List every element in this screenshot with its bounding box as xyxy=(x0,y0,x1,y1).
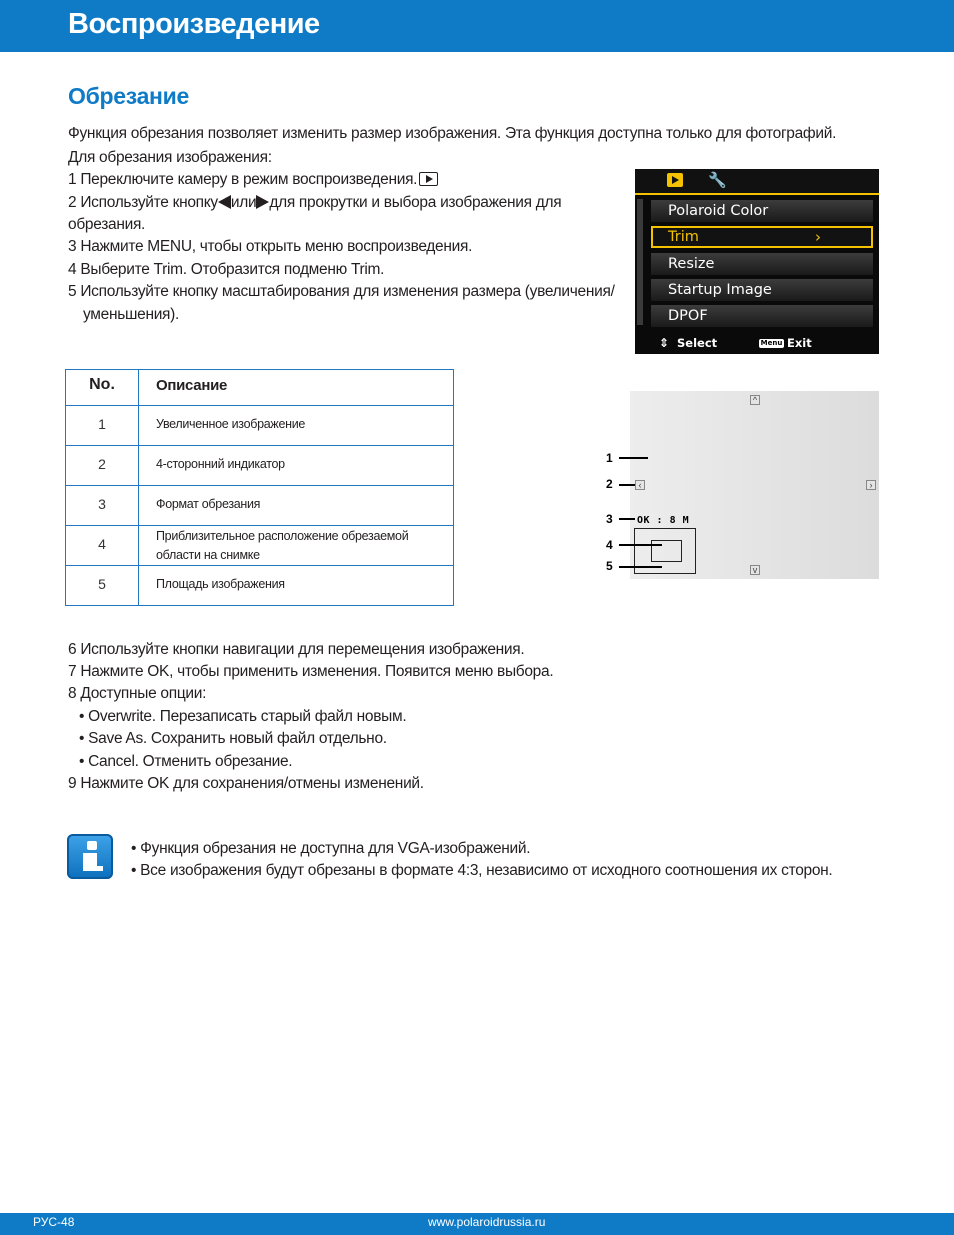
footer-url: www.polaroidrussia.ru xyxy=(428,1215,546,1229)
left-arrow-icon xyxy=(218,195,231,209)
down-arrow-icon: v xyxy=(750,565,760,575)
step-2-cont: обрезания. xyxy=(68,216,146,233)
row-no: 4 xyxy=(98,536,106,552)
menu-scrollbar xyxy=(637,199,643,325)
option-save-as: • Save As. Сохранить новый файл отдельно. xyxy=(79,730,387,747)
row-desc-line-1: Приблизительное расположение обрезаемой xyxy=(156,529,409,543)
callout-4-line xyxy=(619,544,662,546)
callout-4: 4 xyxy=(606,538,613,552)
table-row xyxy=(66,445,453,486)
description-table xyxy=(65,369,454,606)
table-row xyxy=(66,405,453,446)
step-5: 5 Используйте кнопку масштабирования для изменения размера (увеличения/ xyxy=(68,283,615,300)
crop-format: OK : 8 M xyxy=(637,515,690,526)
info-icon xyxy=(67,834,113,879)
left-indicator-icon: ‹ xyxy=(635,480,645,490)
tab-underline xyxy=(635,193,879,195)
table-row xyxy=(66,525,453,566)
camera-menu-footer xyxy=(635,333,879,354)
option-overwrite: • Overwrite. Перезаписать старый файл новым. xyxy=(79,708,407,725)
right-indicator-icon: › xyxy=(866,480,876,490)
row-no: 1 xyxy=(98,416,106,432)
table-header-row xyxy=(66,370,453,405)
playback-tab-icon xyxy=(667,173,683,187)
step-2-text-b: или xyxy=(230,194,257,211)
camera-menu-screenshot xyxy=(635,169,879,354)
camera-menu-tabs xyxy=(635,169,879,193)
step-9: 9 Нажмите OK для сохранения/отмены изменений. xyxy=(68,775,424,792)
row-desc: Площадь изображения xyxy=(156,577,285,591)
header-desc: Описание xyxy=(156,377,228,394)
step-7: 7 Нажмите OK, чтобы применить изменения. Появится меню выбора. xyxy=(68,663,554,680)
row-no: 5 xyxy=(98,576,106,592)
page-number: РУС-48 xyxy=(33,1215,75,1229)
row-no: 3 xyxy=(98,496,106,512)
right-arrow-icon xyxy=(256,195,269,209)
table-row xyxy=(66,565,453,606)
step-3: 3 Нажмите MENU, чтобы открыть меню воспроизведения. xyxy=(68,238,473,255)
menu-item-resize[interactable]: Resize xyxy=(651,253,873,275)
step-8: 8 Доступные опции: xyxy=(68,685,207,702)
select-label: Select xyxy=(677,336,718,350)
callout-2: 2 xyxy=(606,477,613,491)
menu-item-startup-image[interactable]: Startup Image xyxy=(651,279,873,301)
note-1: • Функция обрезания не доступна для VGA-изображений. xyxy=(131,840,531,857)
row-desc-line-2: области на снимке xyxy=(156,548,260,562)
row-desc: Увеличенное изображение xyxy=(156,417,306,431)
header-bar xyxy=(0,0,954,52)
callout-5: 5 xyxy=(606,559,613,573)
callout-5-line xyxy=(619,566,662,568)
page-title: Воспроизведение xyxy=(68,8,320,40)
intro-line-1: Функция обрезания позволяет изменить размер изображения. Эта функция доступна только для фотографий. xyxy=(68,125,837,142)
step-2-text-c: для прокрутки и выбора изображения для xyxy=(269,194,562,211)
step-4: 4 Выберите Trim. Отобразится подменю Trim. xyxy=(68,261,385,278)
callout-1-line xyxy=(619,457,648,459)
row-desc: 4-сторонний индикатор xyxy=(156,457,285,471)
intro-line-2: Для обрезания изображения: xyxy=(68,149,272,166)
menu-item-dpof[interactable]: DPOF xyxy=(651,305,873,327)
step-6: 6 Используйте кнопки навигации для перемещения изображения. xyxy=(68,641,525,658)
header-no: No. xyxy=(89,376,115,393)
step-1-text: 1 Переключите камеру в режим воспроизведения. xyxy=(68,171,418,188)
table-row xyxy=(66,485,453,526)
wrench-icon: 🔧 xyxy=(708,171,727,189)
section-title: Обрезание xyxy=(68,83,189,109)
menu-button-icon: Menu xyxy=(760,339,783,347)
step-2 xyxy=(68,192,561,214)
menu-item-polaroid-color[interactable]: Polaroid Color xyxy=(651,200,873,222)
exit-label: Exit xyxy=(787,336,812,350)
menu-item-trim[interactable]: Trim › xyxy=(651,226,873,248)
step-2-text-a: 2 Используйте кнопку xyxy=(68,194,218,211)
callout-3-line xyxy=(619,518,635,520)
callout-3: 3 xyxy=(606,512,613,526)
callout-2-line xyxy=(619,484,635,486)
updown-icon: ⇕ xyxy=(659,336,670,350)
step-1 xyxy=(68,169,438,191)
note-2: • Все изображения будут обрезаны в формате 4:3, независимо от исходного соотношения их сторон. xyxy=(131,862,833,879)
option-cancel: • Cancel. Отменить обрезание. xyxy=(79,753,293,770)
crop-preview xyxy=(630,391,879,579)
row-desc: Формат обрезания xyxy=(156,497,261,511)
step-5-cont: уменьшения). xyxy=(83,306,180,323)
footer-bar xyxy=(0,1213,954,1235)
callout-1: 1 xyxy=(606,451,613,465)
playback-icon xyxy=(419,172,438,186)
row-no: 2 xyxy=(98,456,106,472)
up-arrow-icon: ^ xyxy=(750,395,760,405)
